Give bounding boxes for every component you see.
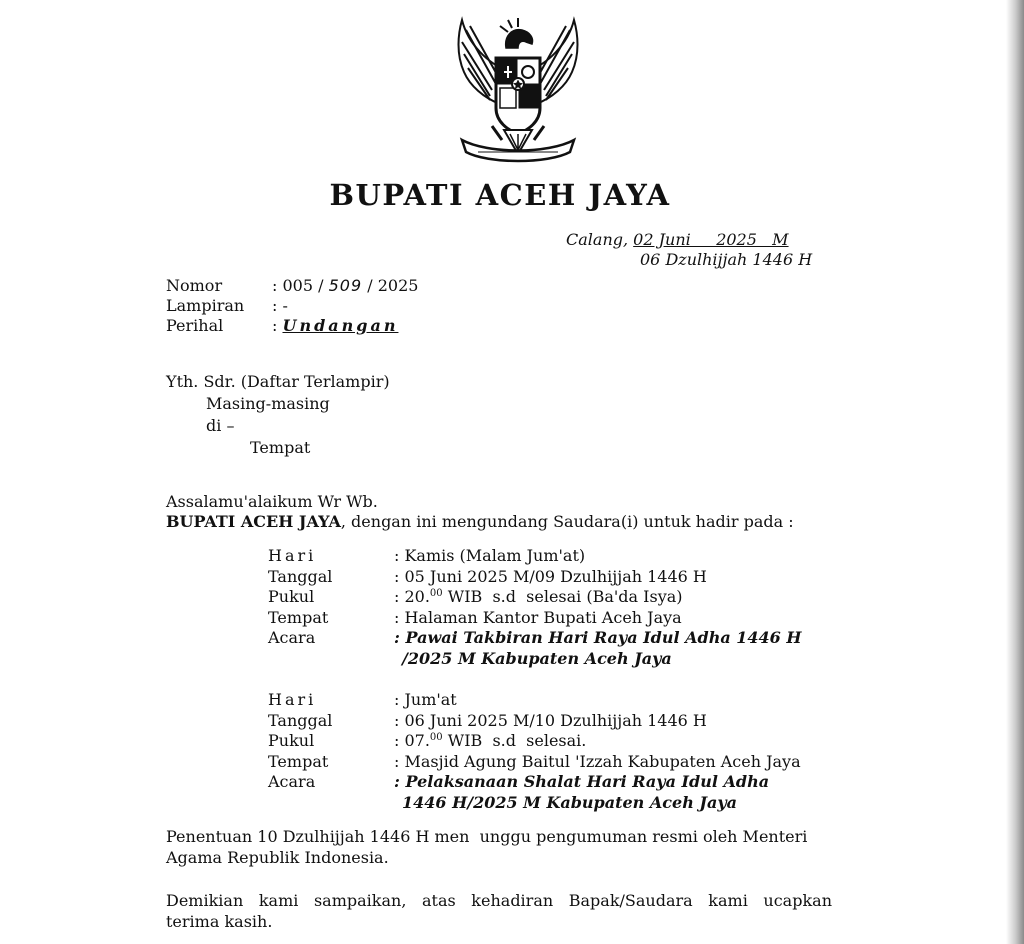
event-row-pukul	[268, 731, 828, 752]
pukul-minutes: 00	[429, 588, 443, 599]
pukul-suffix: WIB s.d selesai.	[442, 731, 587, 750]
perihal-label: Perihal	[166, 316, 224, 335]
pukul-suffix: WIB s.d selesai (Ba'da Isya)	[442, 587, 683, 606]
date-gregorian: 02 Juni 2025 M	[633, 230, 789, 249]
tanggal-value: : 05 Juni 2025 M/09 Dzulhijjah 1446 H	[394, 566, 707, 586]
event-block-1	[268, 546, 828, 669]
page-edge-shadow	[1006, 0, 1024, 944]
meta-row-perihal	[166, 316, 418, 336]
date-hijri: 06 Dzulhijjah 1446 H	[640, 250, 813, 269]
pukul-label: Pukul	[268, 587, 315, 606]
nomor-suffix: / 2025	[367, 276, 419, 295]
tanggal-label: Tanggal	[268, 710, 333, 730]
nomor-prefix: : 005 /	[272, 276, 324, 295]
pukul-value	[394, 587, 828, 608]
tanggal-label: Tanggal	[268, 566, 333, 586]
sender-name: BUPATI ACEH JAYA	[166, 512, 341, 531]
note-line2: Agama Republik Indonesia.	[166, 848, 389, 867]
perihal-colon: :	[272, 316, 278, 335]
note-paragraph	[166, 826, 832, 868]
letterhead-title: BUPATI ACEH JAYA	[329, 178, 671, 212]
pukul-value	[394, 731, 828, 752]
nomor-label: Nomor	[166, 276, 223, 295]
hari-value: : Jum'at	[394, 690, 457, 709]
pukul-prefix: : 20.	[394, 587, 430, 606]
greeting-block	[166, 492, 826, 532]
acara-value	[394, 628, 828, 669]
acara-value	[394, 772, 828, 813]
tempat-label: Tempat	[268, 607, 329, 627]
lampiran-value: : -	[272, 296, 288, 315]
pukul-prefix: : 07.	[394, 731, 430, 750]
pukul-label: Pukul	[268, 731, 315, 750]
event-row-tanggal	[268, 567, 828, 588]
thanks-paragraph	[166, 890, 832, 932]
acara-line1: : Pelaksanaan Shalat Hari Raya Idul Adha	[394, 772, 770, 791]
invitation-text: , dengan ini mengundang Saudara(i) untuk hadir pada :	[340, 512, 794, 531]
recipient-line4: Tempat	[250, 438, 311, 457]
acara-line2: 1446 H/2025 M Kabupaten Aceh Jaya	[402, 792, 738, 812]
letter-meta	[166, 276, 418, 336]
event-row-tempat	[268, 752, 828, 773]
tanggal-value: : 06 Juni 2025 M/10 Dzulhijjah 1446 H	[394, 710, 707, 730]
meta-row-lampiran	[166, 296, 418, 316]
date-block	[566, 230, 812, 270]
recipient-block	[166, 371, 390, 459]
event-block-2	[268, 690, 828, 813]
event-row-pukul	[268, 587, 828, 608]
acara-line1: : Pawai Takbiran Hari Raya Idul Adha 1446 H	[394, 628, 802, 647]
event-row-acara	[268, 628, 828, 669]
tempat-value: : Halaman Kantor Bupati Aceh Jaya	[394, 607, 682, 627]
perihal-value: Undangan	[282, 316, 399, 335]
thanks-line1: Demikian kami sampaikan, atas kehadiran Bapak/Saudara kami ucapkan	[166, 891, 832, 910]
acara-line2: /2025 M Kabupaten Aceh Jaya	[402, 648, 672, 668]
acara-label: Acara	[268, 628, 316, 647]
date-place: Calang,	[566, 230, 629, 249]
recipient-line2: Masing-masing	[206, 394, 330, 413]
date-gregorian-line	[566, 230, 812, 250]
invitation-line	[166, 512, 826, 532]
pukul-minutes: 00	[429, 732, 443, 743]
thanks-line2: terima kasih.	[166, 912, 273, 931]
tempat-label: Tempat	[268, 751, 329, 771]
event-row-hari	[268, 546, 828, 567]
recipient-line1: Yth. Sdr. (Daftar Terlampir)	[166, 372, 390, 391]
salam: Assalamu'alaikum Wr Wb.	[166, 492, 378, 511]
note-line1: Penentuan 10 Dzulhijjah 1446 H men unggu pengumuman resmi oleh Menteri	[166, 827, 808, 846]
event-row-acara	[268, 772, 828, 813]
event-row-tanggal	[268, 711, 828, 732]
event-row-hari	[268, 690, 828, 711]
hari-label: Hari	[268, 546, 317, 565]
acara-label: Acara	[268, 772, 316, 791]
hari-label: Hari	[268, 690, 317, 709]
lampiran-label: Lampiran	[166, 296, 245, 315]
recipient-line3: di –	[206, 416, 235, 435]
hari-value: : Kamis (Malam Jum'at)	[394, 546, 586, 565]
tempat-value: : Masjid Agung Baitul 'Izzah Kabupaten Aceh Jaya	[394, 751, 801, 771]
meta-row-nomor	[166, 276, 418, 296]
event-row-tempat	[268, 608, 828, 629]
garuda-emblem-icon	[448, 14, 588, 166]
nomor-handwritten: 509	[328, 276, 363, 295]
